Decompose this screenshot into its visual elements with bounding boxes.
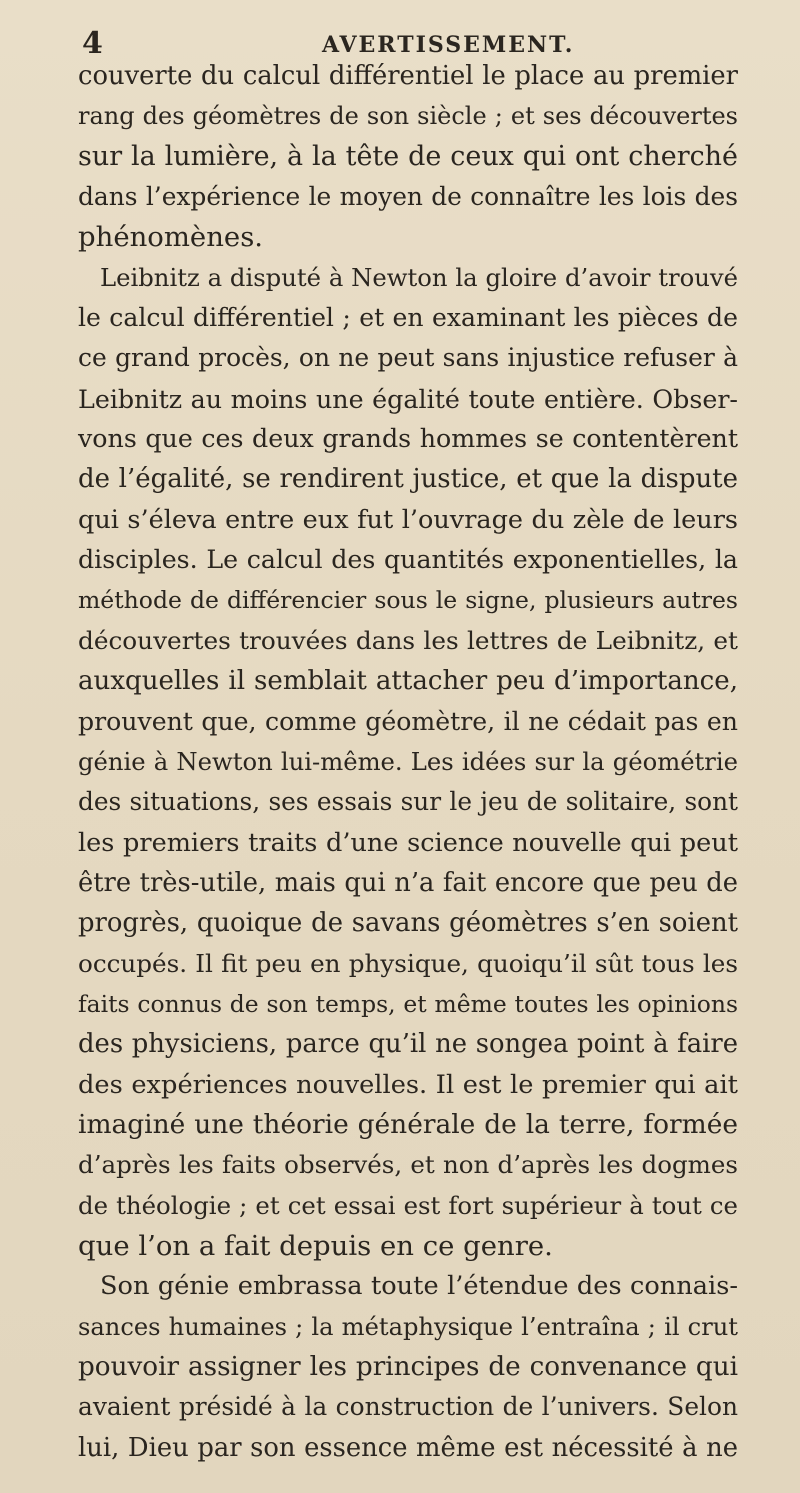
text-line: prouvent que, comme géomètre, il ne cédait pas en bbox=[78, 706, 738, 736]
text-line: sur la lumière, à la tête de ceux qui ont cherché bbox=[78, 140, 738, 172]
text-line: méthode de différencier sous le signe, plusieurs autres bbox=[78, 586, 738, 615]
text-line: pouvoir assigner les principes de convenance qui bbox=[78, 1352, 738, 1382]
text-line: disciples. Le calcul des quantités exponentielles, la bbox=[78, 545, 738, 575]
text-line: imaginé une théorie générale de la terre, formée bbox=[78, 1108, 738, 1140]
text-line: lui, Dieu par son essence même est nécessité à ne bbox=[78, 1432, 738, 1463]
text-line: que l’on a fait depuis en ce genre. bbox=[78, 1229, 553, 1262]
text-line: des expériences nouvelles. Il est le premier qui ait bbox=[78, 1069, 738, 1100]
text-line: génie à Newton lui-même. Les idées sur la géométrie bbox=[78, 746, 738, 776]
text-line: phénomènes. bbox=[78, 221, 264, 254]
text-line: couverte du calcul différentiel le place au premier bbox=[78, 61, 738, 91]
text-line: les premiers traits d’une science nouvelle qui peut bbox=[78, 827, 738, 858]
text-line: de l’égalité, se rendirent justice, et que la dispute bbox=[78, 464, 738, 495]
text-line: d’après les faits observés, et non d’après les dogmes bbox=[78, 1150, 738, 1180]
text-line: auxquelles il semblait attacher peu d’importance, bbox=[78, 666, 738, 697]
text-line: qui s’éleva entre eux fut l’ouvrage du zèle de leurs bbox=[78, 504, 738, 535]
text-line: de théologie ; et cet essai est fort supérieur à tout ce bbox=[78, 1190, 738, 1220]
text-line: ce grand procès, on ne peut sans injustice refuser à bbox=[78, 343, 738, 373]
text-line: Leibnitz a disputé à Newton la gloire d’avoir trouvé bbox=[100, 262, 738, 292]
text-line: être très-utile, mais qui n’a fait encore que peu de bbox=[78, 867, 738, 898]
text-line: dans l’expérience le moyen de connaître les lois des bbox=[78, 182, 738, 212]
text-line: le calcul différentiel ; et en examinant les pièces de bbox=[78, 303, 738, 333]
text-line: progrès, quoique de savans géomètres s’en soient bbox=[78, 908, 738, 939]
text-line: Leibnitz au moins une égalité toute entière. Obser- bbox=[78, 383, 738, 414]
body-text bbox=[78, 56, 738, 1468]
text-line: découvertes trouvées dans les lettres de Leibnitz, et bbox=[78, 625, 738, 655]
text-line: des situations, ses essais sur le jeu de solitaire, sont bbox=[78, 787, 738, 817]
text-line: des physiciens, parce qu’il ne songea point à faire bbox=[78, 1029, 738, 1060]
text-line: Son génie embrassa toute l’étendue des connais- bbox=[100, 1271, 738, 1302]
text-line: avaient présidé à la construction de l’univers. Selon bbox=[78, 1392, 738, 1422]
running-head: AVERTISSEMENT. bbox=[322, 32, 575, 58]
text-line: vons que ces deux grands hommes se contentèrent bbox=[78, 424, 738, 454]
page-number: 4 bbox=[82, 26, 103, 61]
text-line: sances humaines ; la métaphysique l’entraîna ; il crut bbox=[78, 1312, 738, 1341]
text-line: rang des géomètres de son siècle ; et ses découvertes bbox=[78, 102, 738, 131]
text-line: occupés. Il fit peu en physique, quoiqu’il sût tous les bbox=[78, 948, 738, 978]
text-line: faits connus de son temps, et même toutes les opinions bbox=[78, 989, 738, 1018]
